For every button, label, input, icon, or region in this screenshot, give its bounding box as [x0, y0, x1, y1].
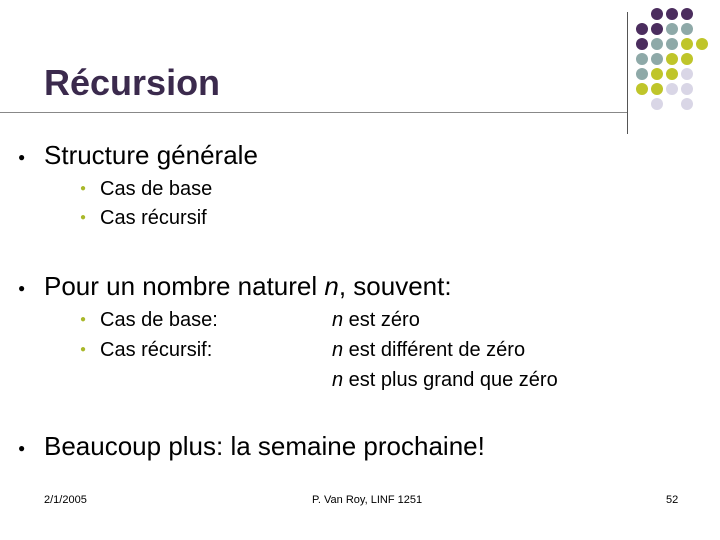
- detail-est-zero: [332, 305, 420, 335]
- bullet-marker: [18, 273, 25, 303]
- bullet-text: Beaucoup plus: la semaine prochaine!: [44, 431, 485, 461]
- decorative-dot: [651, 83, 663, 95]
- decorative-dot: [666, 53, 678, 65]
- sub-bullet-marker: [80, 174, 86, 204]
- footer-author: P. Van Roy, LINF 1251: [312, 494, 423, 506]
- detail-variable: n: [332, 369, 344, 391]
- sub-bullet-text: Cas récursif: [100, 207, 207, 229]
- sub-bullet-marker: [80, 203, 86, 233]
- decorative-dot: [636, 83, 648, 95]
- bullet-text: Structure générale: [44, 140, 258, 170]
- title-underline: [0, 112, 628, 113]
- detail-text: est zéro: [343, 309, 420, 331]
- bullet-beaucoup-plus: [44, 431, 485, 461]
- decorative-dot: [681, 53, 693, 65]
- vertical-divider: [627, 12, 628, 134]
- decorative-dot: [666, 23, 678, 35]
- decorative-dot: [681, 98, 693, 110]
- footer-page-number: 52: [666, 494, 679, 506]
- bullet-marker: [18, 433, 25, 463]
- decorative-dot: [636, 38, 648, 50]
- decorative-dot: [636, 68, 648, 80]
- decorative-dot: [651, 68, 663, 80]
- decorative-dot: [651, 23, 663, 35]
- bullet-marker: [18, 142, 25, 172]
- decorative-dot: [681, 38, 693, 50]
- bullet-text-suffix: , souvent:: [338, 271, 452, 301]
- decorative-dot: [651, 53, 663, 65]
- sub-bullet-text: Cas de base:: [100, 309, 218, 331]
- sub-bullet-text: Cas de base: [100, 178, 213, 200]
- detail-plus-grand-que-zero: [332, 365, 558, 395]
- footer-date: 2/1/2005: [44, 494, 87, 506]
- decorative-dot: [666, 38, 678, 50]
- decorative-dot: [636, 23, 648, 35]
- detail-variable: n: [332, 309, 344, 331]
- decorative-dot: [681, 83, 693, 95]
- bullet-structure-generale: [44, 140, 258, 170]
- decorative-dot: [666, 83, 678, 95]
- slide-title: Récursion: [44, 62, 221, 103]
- sub-bullet-marker: [80, 335, 86, 365]
- sub-bullet-marker: [80, 305, 86, 335]
- detail-text: est plus grand que zéro: [343, 369, 558, 391]
- detail-text: est différent de zéro: [343, 339, 526, 361]
- detail-different-de-zero: [332, 335, 525, 365]
- bullet-text-variable: n: [324, 271, 339, 301]
- decorative-dot: [681, 68, 693, 80]
- sub-bullet-cas-recursif-colon: [100, 335, 212, 365]
- decorative-dot: [696, 38, 708, 50]
- sub-bullet-cas-recursif: [100, 203, 207, 233]
- bullet-text-prefix: Pour un nombre naturel: [44, 271, 325, 301]
- sub-bullet-text: Cas récursif:: [100, 339, 213, 361]
- decorative-dot: [651, 98, 663, 110]
- decorative-dot: [636, 53, 648, 65]
- sub-bullet-cas-de-base-colon: [100, 305, 218, 335]
- detail-variable: n: [332, 339, 344, 361]
- decorative-dot: [651, 38, 663, 50]
- sub-bullet-cas-de-base: [100, 174, 212, 204]
- decorative-dot: [651, 8, 663, 20]
- decorative-dot: [666, 68, 678, 80]
- bullet-nombre-naturel: [44, 271, 452, 301]
- decorative-dot-grid: [636, 8, 720, 120]
- decorative-dot: [666, 8, 678, 20]
- decorative-dot: [681, 8, 693, 20]
- decorative-dot: [681, 23, 693, 35]
